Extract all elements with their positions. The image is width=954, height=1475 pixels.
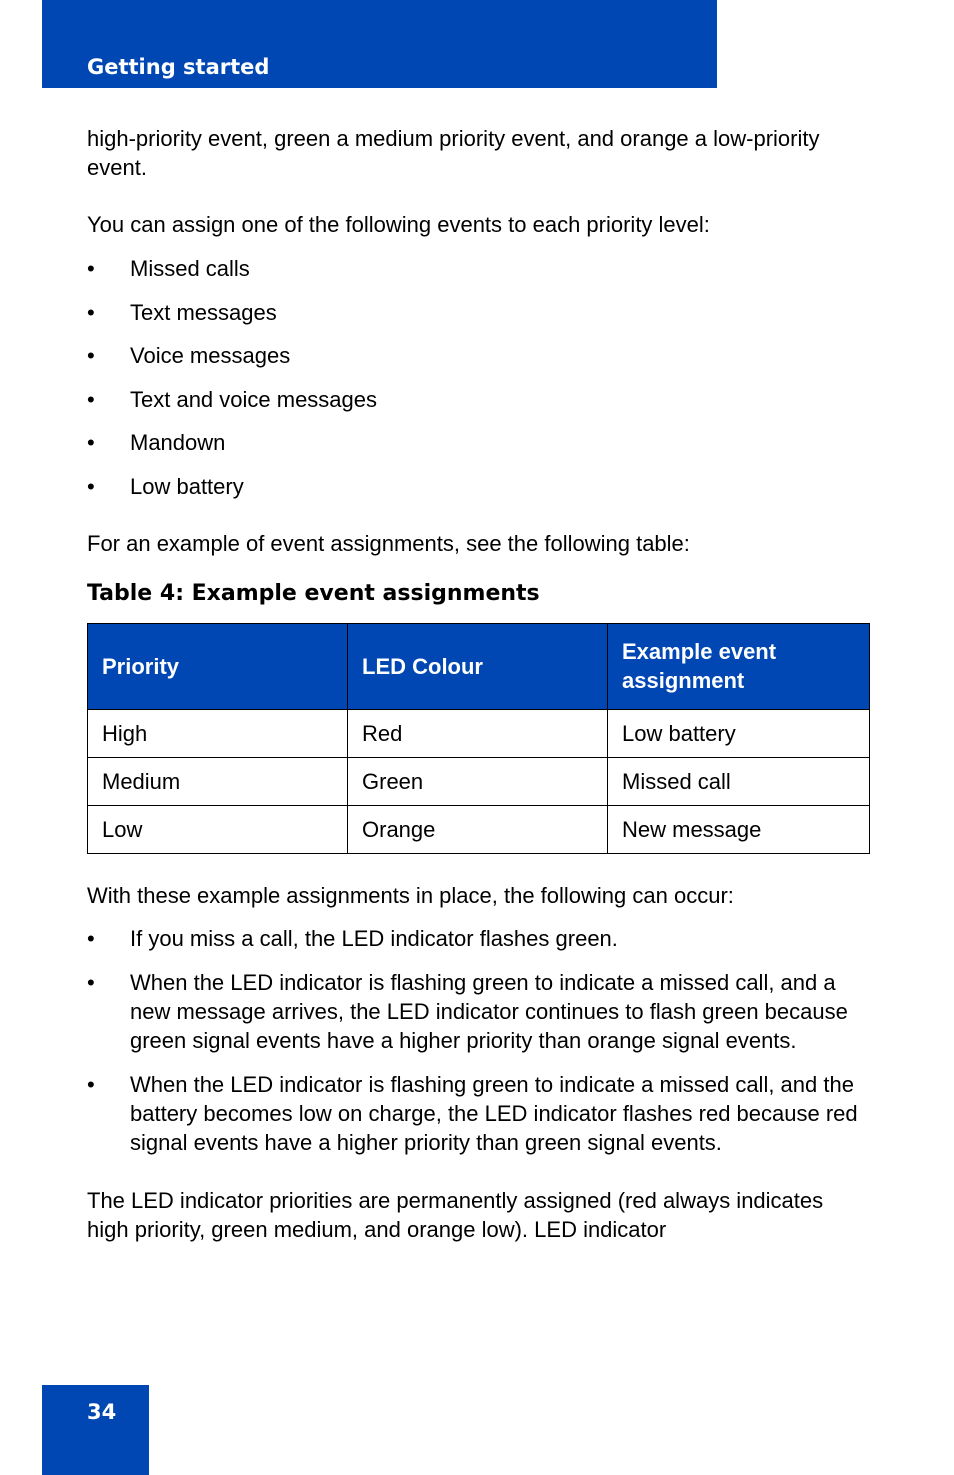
header-band — [42, 0, 717, 88]
list-item-text: Mandown — [130, 430, 226, 455]
table-header-row — [88, 623, 870, 709]
table-cell: Low battery — [608, 709, 870, 757]
list-item — [87, 385, 868, 414]
table-cell: Medium — [88, 757, 348, 805]
bullet-icon: • — [87, 256, 95, 281]
example-paragraph: For an example of event assignments, see the following table: — [87, 530, 690, 556]
event-list — [87, 254, 868, 501]
list-item-text: Text messages — [130, 299, 277, 325]
table-row — [88, 805, 870, 853]
list-item-text: Missed calls — [130, 256, 250, 281]
list-item — [87, 298, 868, 327]
list-item-text: If you miss a call, the LED indicator flashes green. — [130, 925, 618, 951]
bullet-icon: • — [87, 386, 95, 412]
table-cell: Orange — [348, 805, 608, 853]
bullet-icon: • — [87, 1071, 95, 1097]
section-title: Getting started — [87, 55, 270, 79]
footer-band — [42, 1385, 149, 1475]
intro-paragraph: high-priority event, green a medium priority event, and orange a low-priority event. — [87, 126, 820, 180]
list-item — [87, 968, 868, 1055]
bullet-icon: • — [87, 430, 95, 455]
list-item-text: Low battery — [130, 473, 244, 499]
table-cell: Low — [88, 805, 348, 853]
bullet-icon: • — [87, 925, 95, 951]
closing-paragraph: The LED indicator priorities are permanently assigned (red always indicates high priority, green medium, and orange low). LED indicator — [87, 1187, 824, 1242]
list-item-text: When the LED indicator is flashing green to indicate a missed call, and the battery becomes low on charge, the LED indicator flashes red because red signal events have a higher priority than green signal events. — [130, 1071, 858, 1155]
table-cell: Green — [348, 757, 608, 805]
event-assignment-table — [87, 623, 870, 854]
table-caption: Table 4: Example event assignments — [87, 580, 540, 606]
table-cell: Missed call — [608, 757, 870, 805]
list-item — [87, 472, 868, 501]
occur-paragraph: With these example assignments in place, the following can occur: — [87, 882, 734, 908]
list-item — [87, 1070, 868, 1157]
column-header-priority: Priority — [88, 623, 348, 709]
list-item — [87, 341, 868, 370]
list-item — [87, 924, 868, 953]
table-row — [88, 757, 870, 805]
page-number: 34 — [87, 1400, 117, 1424]
bullet-icon: • — [87, 343, 95, 368]
bullet-icon: • — [87, 299, 95, 325]
table-cell: New message — [608, 805, 870, 853]
column-header-led-colour: LED Colour — [348, 623, 608, 709]
assign-paragraph: You can assign one of the following events to each priority level: — [87, 212, 710, 237]
outcome-list — [87, 924, 868, 1157]
bullet-icon: • — [87, 969, 95, 995]
list-item — [87, 428, 868, 457]
table-cell: Red — [348, 709, 608, 757]
list-item-text: Text and voice messages — [130, 386, 378, 412]
bullet-icon: • — [87, 473, 95, 499]
list-item-text: When the LED indicator is flashing green to indicate a missed call, and a new message arrives, the LED indicator continues to flash green because green signal events have a higher priority than orange signal events. — [130, 969, 848, 1053]
list-item-text: Voice messages — [130, 343, 291, 368]
page-content — [87, 124, 868, 1244]
list-item — [87, 254, 868, 283]
table-row — [88, 709, 870, 757]
column-header-example-event: Example event assignment — [608, 623, 870, 709]
table-cell: High — [88, 709, 348, 757]
